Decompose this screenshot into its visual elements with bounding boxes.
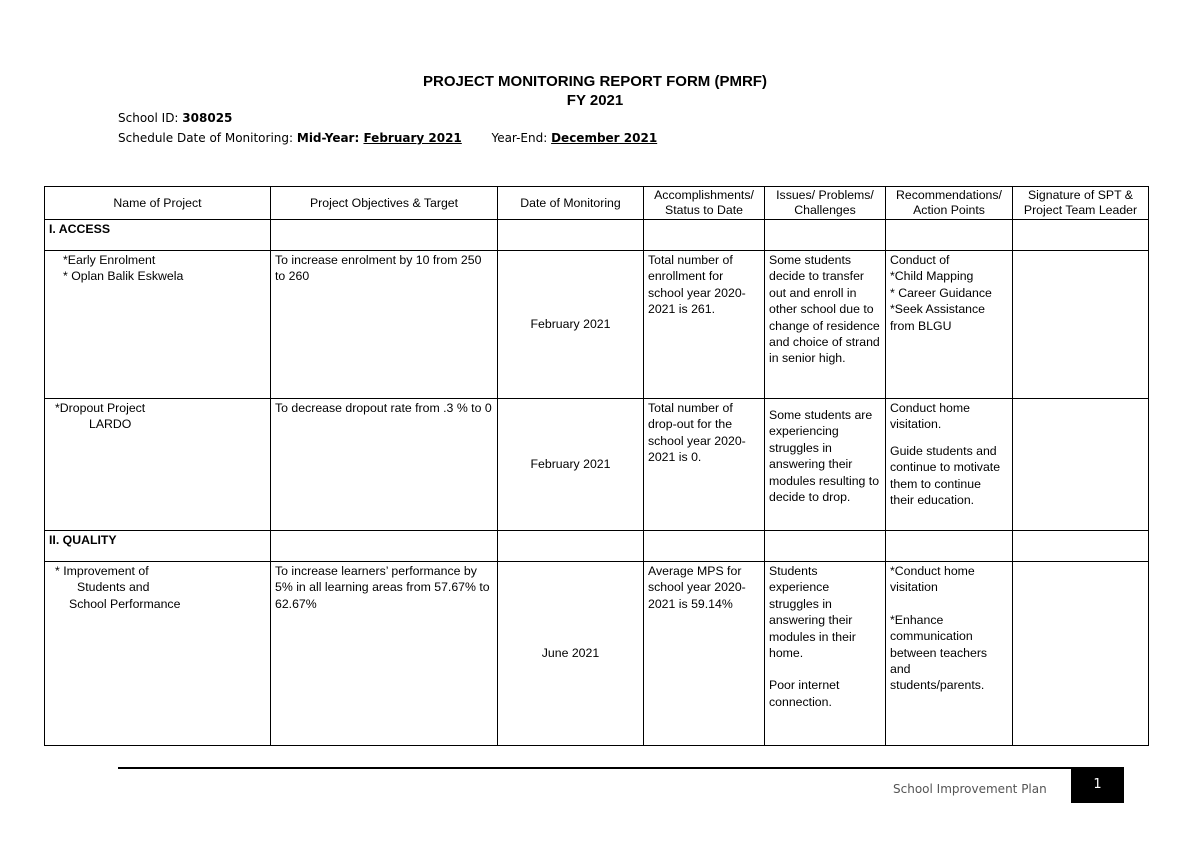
recommendations-cell: [886, 562, 1013, 746]
recommendation-line: Conduct of: [890, 253, 950, 267]
form-title: [0, 72, 1190, 110]
school-id-value: 308025: [182, 111, 233, 125]
col-header: Project Objectives & Target: [271, 187, 498, 220]
school-id-line: [118, 111, 232, 125]
accomplishment-cell: Average MPS for school year 2020-2021 is 59.14%: [644, 562, 765, 746]
footer-label: School Improvement Plan: [893, 782, 1047, 796]
objective-cell: To decrease dropout rate from .3 % to 0: [271, 399, 498, 531]
col-header: Recommendations/ Action Points: [886, 187, 1013, 220]
schedule-line: [118, 131, 657, 145]
recommendation-line: *Conduct home visitation: [890, 564, 975, 595]
school-id-label: School ID:: [118, 111, 183, 125]
project-line: *Dropout Project: [55, 401, 146, 415]
col-header: Name of Project: [45, 187, 271, 220]
issue-line: Students experience struggles in answering their modules in their home.: [769, 564, 856, 661]
recommendation-line: *Seek Assistance from BLGU: [890, 302, 986, 333]
yearend-value: December 2021: [551, 131, 658, 145]
col-header: Date of Monitoring: [498, 187, 644, 220]
section-row-quality: [45, 531, 1149, 562]
signature-cell: [1013, 562, 1149, 746]
table-row: [45, 562, 1149, 746]
project-line: * Improvement of: [55, 564, 149, 578]
date-cell: February 2021: [498, 399, 644, 531]
col-header: Issues/ Problems/ Challenges: [765, 187, 886, 220]
page-number: 1: [1071, 767, 1124, 803]
issues-cell: [765, 562, 886, 746]
table-row: [45, 399, 1149, 531]
accomplishment-cell: Total number of drop-out for the school year 2020-2021 is 0.: [644, 399, 765, 531]
title-text: PROJECT MONITORING REPORT FORM (PMRF): [423, 73, 767, 90]
project-line: LARDO: [89, 417, 132, 432]
date-cell: June 2021: [498, 562, 644, 746]
table-row: [45, 251, 1149, 399]
recommendation-line: Guide students and continue to motivate them to continue their education.: [890, 443, 1001, 508]
signature-cell: [1013, 399, 1149, 531]
schedule-label: Schedule Date of Monitoring:: [118, 131, 297, 145]
recommendations-cell: [886, 399, 1013, 531]
section-heading: II. QUALITY: [45, 531, 271, 562]
recommendation-line: Conduct home visitation.: [890, 401, 970, 432]
issue-line: Poor internet connection.: [769, 678, 840, 709]
midyear-value: February 2021: [363, 131, 462, 145]
monitoring-table: [44, 186, 1149, 746]
objective-cell: To increase learners’ performance by 5% in all learning areas from 57.67% to 62.67%: [271, 562, 498, 746]
fiscal-year: FY 2021: [566, 92, 624, 109]
col-header: Accomplishments/ Status to Date: [644, 187, 765, 220]
footer-divider: [118, 767, 1080, 769]
section-row-access: [45, 220, 1149, 251]
recommendation-line: * Career Guidance: [890, 285, 992, 300]
objective-cell: To increase enrolment by 10 from 250 to 260: [271, 251, 498, 399]
signature-cell: [1013, 251, 1149, 399]
date-cell: February 2021: [498, 251, 644, 399]
project-name-cell: [45, 251, 271, 399]
recommendations-cell: [886, 251, 1013, 399]
project-line: * Oplan Balik Eskwela: [63, 269, 184, 284]
section-heading: I. ACCESS: [45, 220, 271, 251]
accomplishment-cell: Total number of enrollment for school year 2020-2021 is 261.: [644, 251, 765, 399]
project-line: School Performance: [69, 596, 181, 611]
project-name-cell: [45, 562, 271, 746]
issues-cell: Some students are experiencing struggles in answering their modules resulting to decide to drop.: [765, 399, 886, 531]
table-header-row: [45, 187, 1149, 220]
project-line: *Early Enrolment: [63, 253, 156, 267]
yearend-label: Year-End:: [491, 131, 552, 145]
project-name-cell: [45, 399, 271, 531]
project-line: Students and: [77, 580, 150, 595]
col-header: Signature of SPT & Project Team Leader: [1013, 187, 1149, 220]
recommendation-line: *Enhance communication between teachers and students/parents.: [890, 612, 988, 693]
midyear-label: Mid-Year:: [296, 131, 364, 145]
recommendation-line: *Child Mapping: [890, 269, 974, 284]
issues-cell: Some students decide to transfer out and enroll in other school due to change of residence and choice of strand in senior high.: [765, 251, 886, 399]
